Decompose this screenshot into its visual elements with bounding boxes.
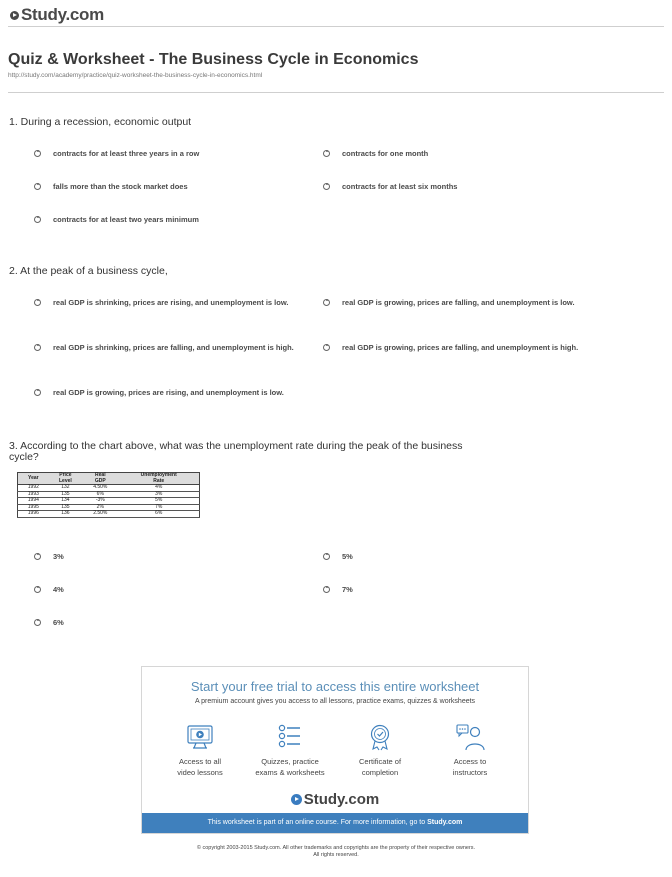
q3-option-b[interactable]: 5% (323, 551, 353, 562)
q3-option-c[interactable]: 4% (34, 584, 64, 595)
radio-button[interactable] (323, 150, 330, 157)
q1-option-d[interactable]: contracts for at least six months (323, 181, 457, 192)
col-header-year: Year (18, 473, 49, 485)
radio-button[interactable] (34, 150, 41, 157)
table-row: 1995 135 2% 7% (18, 504, 200, 511)
q3-option-d[interactable]: 7% (323, 584, 353, 595)
study-link[interactable]: Study.com (427, 819, 463, 826)
certificate-icon (365, 723, 395, 751)
copyright-line-1: © copyright 2003-2015 Study.com. All other trademarks and copyrights are the property of their respective owners. (196, 845, 476, 851)
radio-button[interactable] (323, 586, 330, 593)
col-header-unemployment-rate: Unemployment Rate (118, 473, 199, 485)
col-header-real-gdp: Real GDP (82, 473, 118, 485)
page-title: Quiz & Worksheet - The Business Cycle in Economics (8, 51, 419, 68)
q1-option-a[interactable]: contracts for at least three years in a row (34, 148, 199, 159)
header-divider (8, 26, 664, 27)
radio-button[interactable] (34, 216, 41, 223)
q1-option-c[interactable]: falls more than the stock market does (34, 181, 188, 192)
radio-button[interactable] (34, 299, 41, 306)
radio-button[interactable] (323, 344, 330, 351)
radio-button[interactable] (34, 553, 41, 560)
radio-button[interactable] (323, 299, 330, 306)
feature-video-lessons: Access to all video lessons (155, 723, 245, 778)
question-2-text: 2. At the peak of a business cycle, (9, 265, 168, 277)
q2-option-d[interactable]: real GDP is growing, prices are falling, and unemployment is high. (323, 342, 603, 353)
col-header-price-level: Price Level (49, 473, 83, 485)
free-trial-promo[interactable] (141, 666, 529, 834)
radio-button[interactable] (34, 389, 41, 396)
promo-heading: Start your free trial to access this entire worksheet (190, 679, 480, 694)
question-3-line-2: cycle? (9, 451, 39, 463)
q2-option-e[interactable]: real GDP is growing, prices are rising, and unemployment is low. (34, 387, 334, 398)
study-logo[interactable] (10, 5, 104, 25)
q1-option-b[interactable]: contracts for one month (323, 148, 428, 159)
economic-data-table (17, 472, 200, 518)
promo-subheading: A premium account gives you access to all lessons, practice exams, quizzes & worksheets (194, 698, 476, 705)
copyright-line-2: All rights reserved. (313, 852, 359, 858)
table-row: 1996 136 2.50% 6% (18, 511, 200, 518)
q2-option-a[interactable]: real GDP is shrinking, prices are rising, and unemployment is low. (34, 297, 314, 308)
logo-text: Study.com (21, 5, 104, 24)
play-icon (291, 794, 302, 805)
q1-option-e[interactable]: contracts for at least two years minimum (34, 214, 199, 225)
feature-quizzes: Quizzes, practice exams & worksheets (245, 723, 335, 778)
instructor-icon (455, 723, 485, 751)
course-info-text: This worksheet is part of an online course. For more information, go to (207, 819, 428, 826)
radio-button[interactable] (34, 183, 41, 190)
question-1-text: 1. During a recession, economic output (9, 116, 192, 128)
radio-button[interactable] (34, 344, 41, 351)
feature-instructors: Access to instructors (425, 723, 515, 778)
radio-button[interactable] (323, 553, 330, 560)
table-row: 1992 132 4.50% 4% (18, 485, 200, 492)
question-3-line-1: 3. According to the chart above, what was the unemployment rate during the peak of the business (9, 440, 463, 452)
play-icon (10, 11, 19, 20)
quiz-list-icon (275, 723, 305, 751)
radio-button[interactable] (34, 619, 41, 626)
question-3-text (9, 441, 463, 463)
table-row: 1993 135 6% 3% (18, 491, 200, 498)
q2-option-c[interactable]: real GDP is shrinking, prices are falling, and unemployment is high. (34, 342, 314, 353)
radio-button[interactable] (323, 183, 330, 190)
promo-logo-text: Study.com (303, 791, 380, 808)
video-lesson-icon (185, 723, 215, 751)
q3-option-a[interactable]: 3% (34, 551, 64, 562)
table-row: 1994 134 -3% 5% (18, 498, 200, 505)
copyright-footer (0, 845, 672, 859)
course-info-bar (142, 813, 528, 833)
table-header-row (18, 473, 200, 485)
feature-certificate: Certificate of completion (335, 723, 425, 778)
radio-button[interactable] (34, 586, 41, 593)
q2-option-b[interactable]: real GDP is growing, prices are falling, and unemployment is low. (323, 297, 603, 308)
promo-study-logo[interactable] (142, 791, 528, 808)
title-divider (8, 92, 664, 93)
q3-option-e[interactable]: 6% (34, 617, 64, 628)
page-url[interactable]: http://study.com/academy/practice/quiz-worksheet-the-business-cycle-in-economics.html (8, 72, 263, 79)
